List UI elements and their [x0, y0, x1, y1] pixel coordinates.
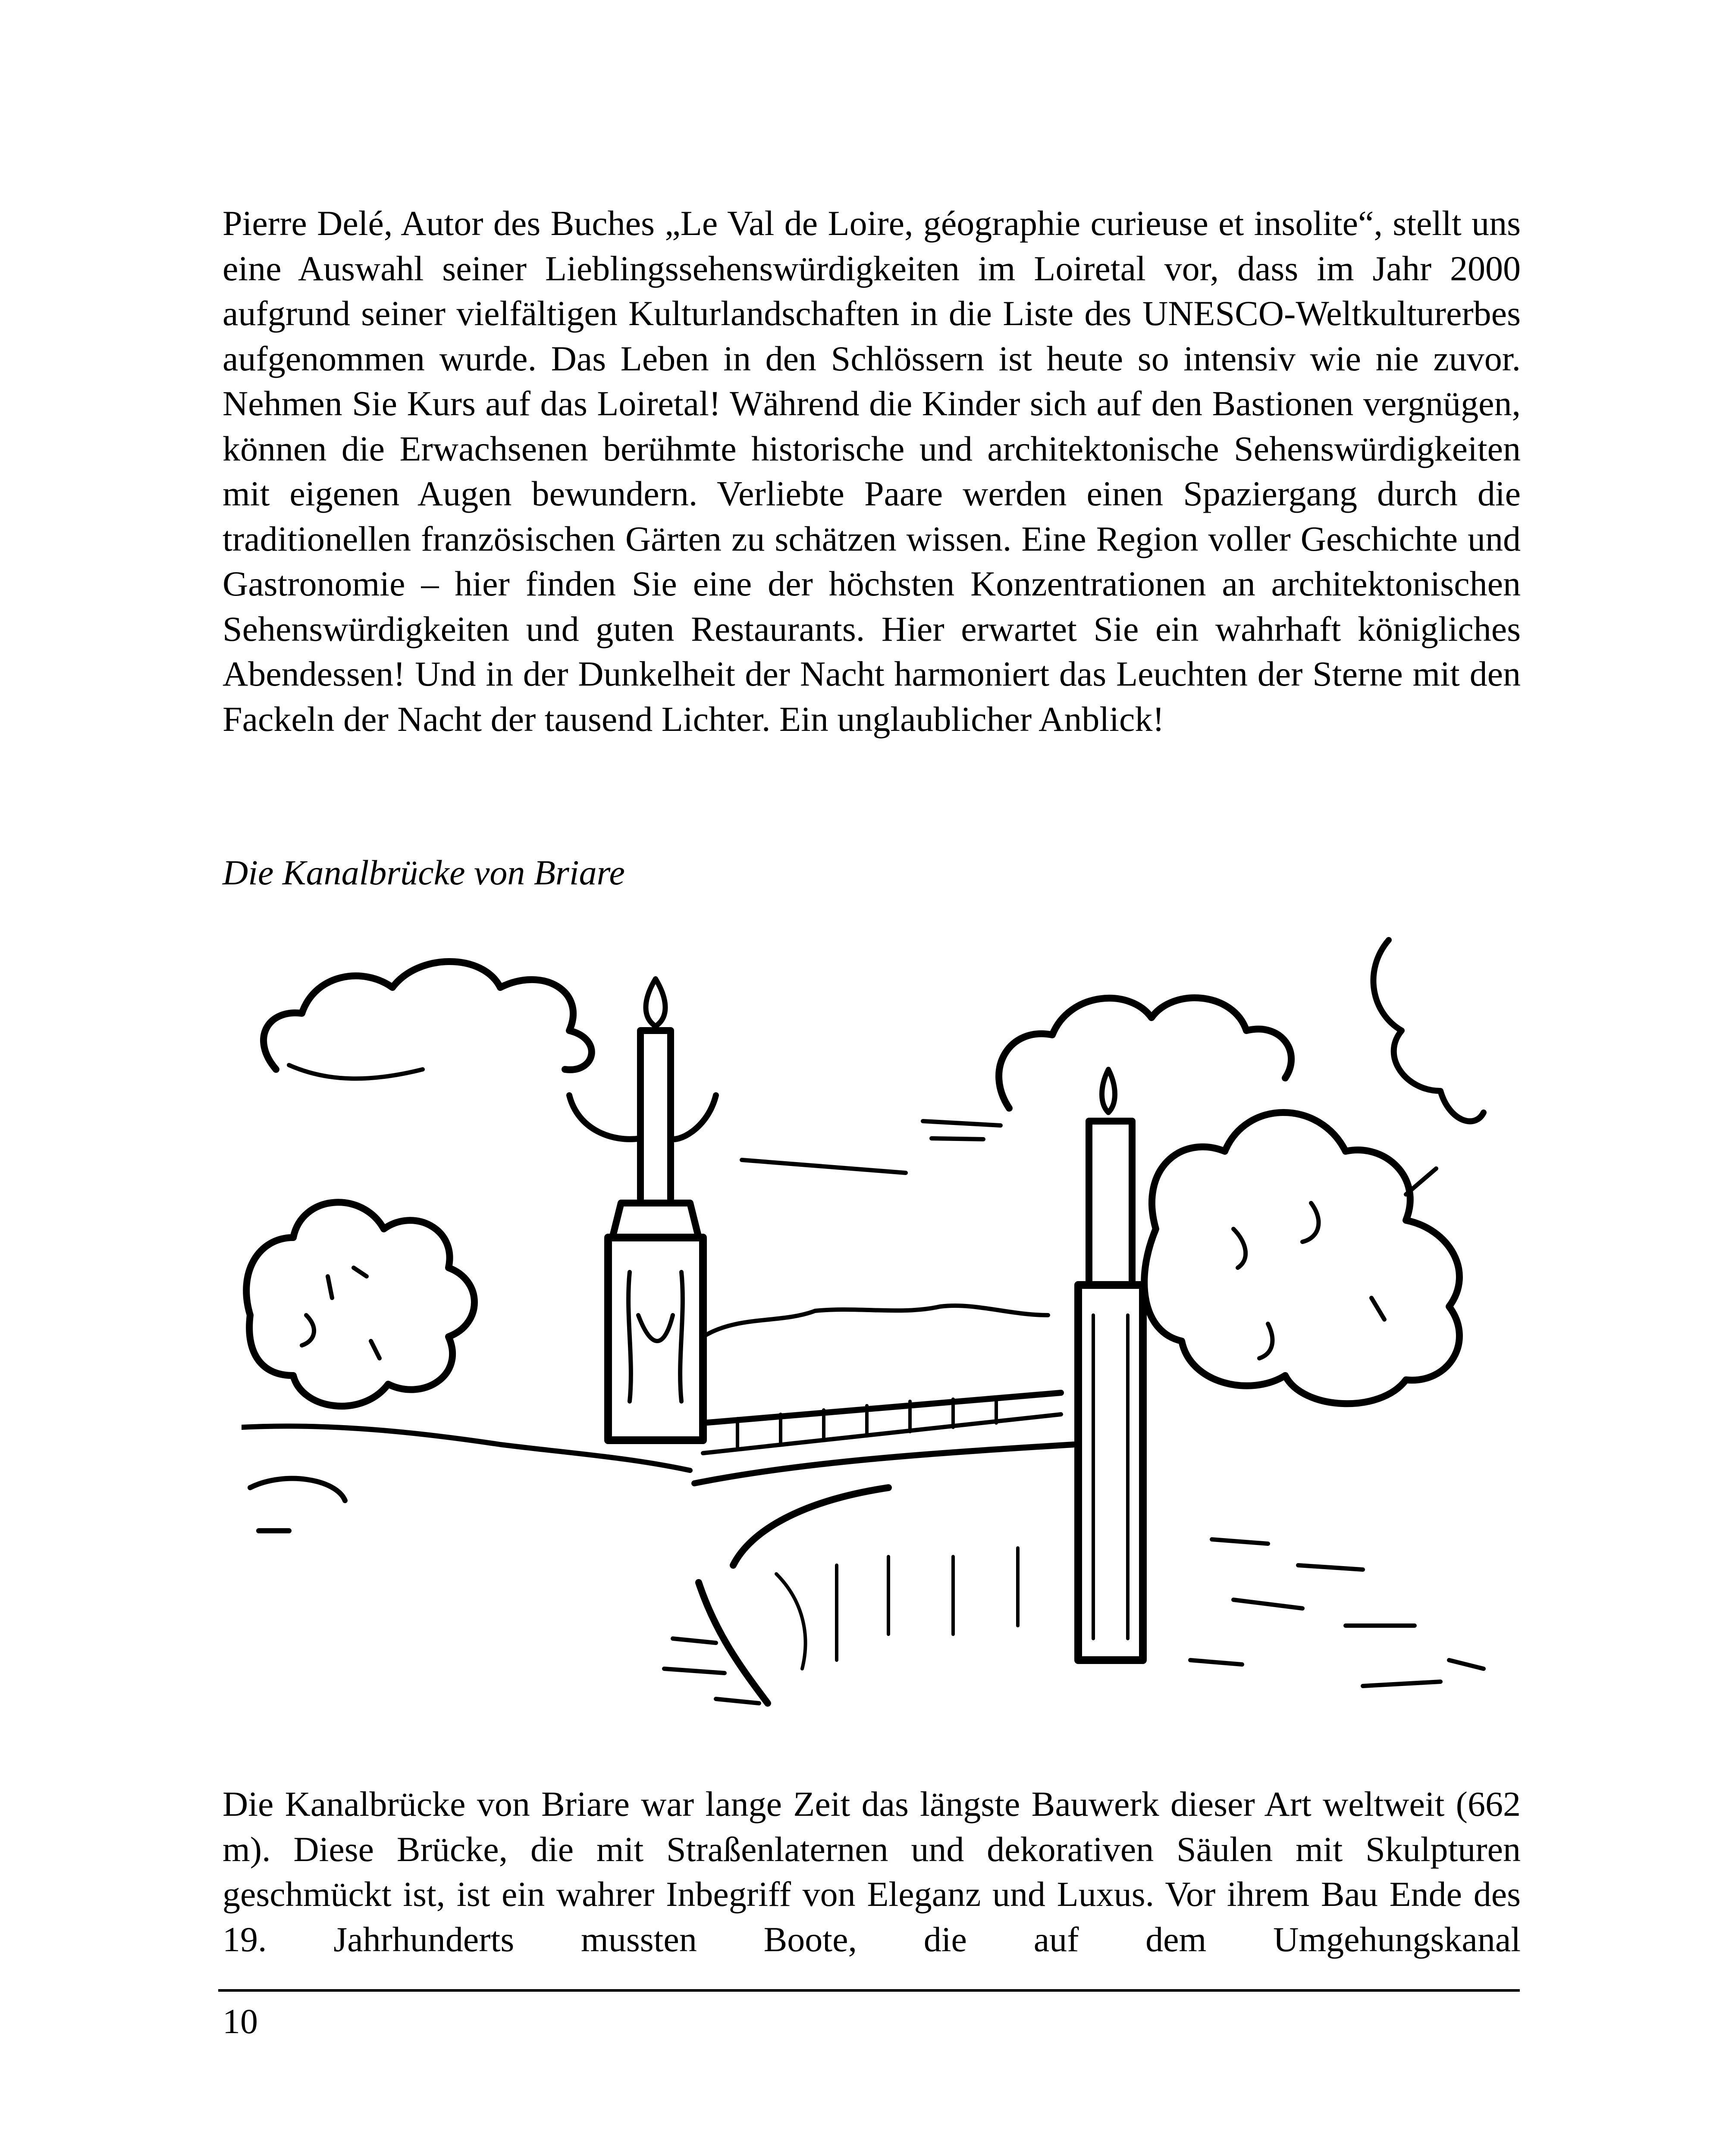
right-lamp-flame [1102, 1069, 1115, 1112]
right-foliage-edge [1373, 940, 1484, 1121]
left-lamp-shaft [640, 1031, 671, 1203]
right-column-detail [1093, 1315, 1128, 1639]
bridge-paragraph: Die Kanalbrücke von Briare war lange Zeit das längste Bauwerk dieser Art weltweit (662 m). Diese Brücke, die mit Straßenlaternen und dekorativen Säulen mit Skulpturen geschmückt ist, ist ein wahrer Inbegriff von Eleganz und Luxus. Vor ihrem Bau Ende des 19. Jahrhunderts mussten Boote, die auf dem Umgehungskanal [223, 1784, 1521, 1959]
right-column-body [1078, 1285, 1143, 1660]
right-lamp-shaft [1089, 1121, 1132, 1285]
left-column-detail [628, 1272, 683, 1401]
left-lamp-flame [646, 979, 665, 1026]
intro-paragraph: Pierre Delé, Autor des Buches „Le Val de Loire, géographie curieuse et insolite“, stellt uns eine Auswahl seiner Lieblingssehenswürdigkeiten im Loiretal vor, dass im Jahr 2000 aufgrund seiner vielfältigen Kulturlandschaften in die Liste des UNESCO-Weltkulturerbes aufgenommen wurde. Das Leben in den Schlössern ist heute so intensiv wie nie zuvor. Nehmen Sie Kurs auf das Loiretal! Während die Kinder sich auf den Bastionen vergnügen, können die Erwachsenen berühmte historische und architektonische Sehenswürdigkeiten mit eigenen Augen bewundern. Verliebte Paare werden einen Spaziergang durch die traditionellen französischen Gärten zu schätzen wissen. Eine Region voller Geschichte und Gastronomie – hier finden Sie eine der höchsten Konzentrationen an architektonischen Sehenswürdigkeiten und guten Restaurants. Hier erwartet Sie ein wahrhaft königliches Abendessen! Und in der Dunkelheit der Nacht harmoniert das Leuchten der Sterne mit den Fackeln der Nacht der tausend Lichter. Ein unglaublicher Anblick! [223, 204, 1521, 739]
bridge-deck-edge [694, 1445, 1074, 1483]
distant-treeline [703, 1306, 1048, 1337]
left-trees [246, 1202, 474, 1406]
left-tree-marks [302, 1268, 380, 1358]
right-trees [1144, 1112, 1459, 1404]
right-water-dashes [1190, 1539, 1484, 1686]
illustration-caption: Die Kanalbrücke von Briare [223, 853, 625, 892]
right-tree-marks [1233, 1203, 1384, 1358]
footer-rule [218, 1989, 1520, 1992]
page-number: 10 [223, 2002, 258, 2041]
left-cloud [264, 962, 592, 1070]
left-cloud-base [289, 1065, 423, 1078]
railing-posts [737, 1397, 996, 1449]
left-column-capital [612, 1203, 699, 1238]
canal-bridge-sketch-icon [242, 927, 1492, 1746]
canal-water-lines [776, 1548, 1018, 1669]
right-cloud [999, 998, 1291, 1108]
